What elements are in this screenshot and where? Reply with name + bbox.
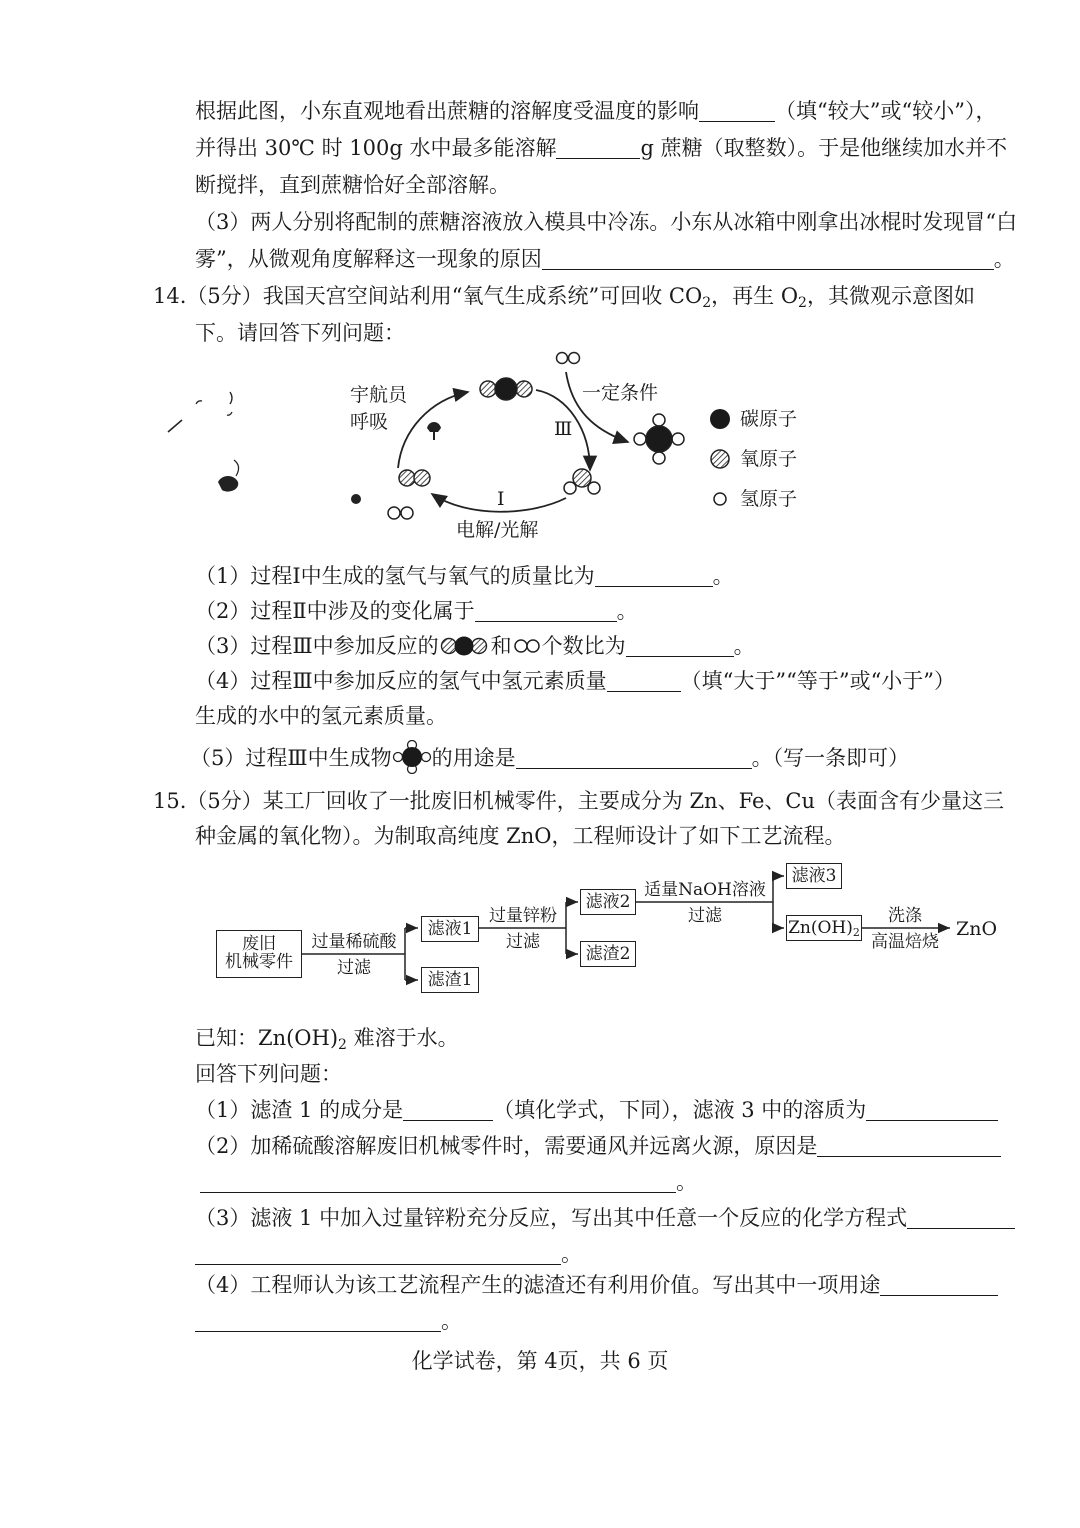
flow-filtrate1-box: 滤液1 bbox=[421, 916, 479, 942]
q15-number: 15. bbox=[153, 789, 187, 813]
legend-hydrogen: 氢原子 bbox=[740, 488, 798, 510]
q14-blank-2[interactable] bbox=[475, 599, 617, 622]
q15-blank-3[interactable] bbox=[817, 1134, 1001, 1157]
q14-part5: （5）过程Ⅲ中生成物 的用途是 。（写一条即可） bbox=[190, 740, 909, 774]
q15-part4-line2: 。 bbox=[195, 1306, 462, 1336]
q15-part2: （2）加稀硫酸溶解废旧机械零件时，需要通风并远离火源，原因是 bbox=[195, 1131, 1001, 1161]
q14-part1: （1）过程Ⅰ中生成的氢气与氧气的质量比为 。 bbox=[195, 564, 734, 588]
flow-step1-top: 过量稀硫酸 bbox=[311, 932, 397, 952]
q15-blank-8[interactable] bbox=[195, 1309, 441, 1332]
q15-blank-6[interactable] bbox=[195, 1242, 561, 1265]
q14-part4-line2: 生成的水中的氢元素质量。 bbox=[195, 704, 447, 728]
q13-part3-line2: 雾”，从微观角度解释这一现象的原因 。 bbox=[195, 247, 1015, 271]
label-breathe: 呼吸 bbox=[350, 411, 389, 433]
legend-hydrogen-marker bbox=[714, 493, 726, 505]
q14-blank-4[interactable] bbox=[607, 669, 681, 692]
q13-blank-3[interactable] bbox=[542, 247, 994, 270]
ch4-molecule bbox=[634, 414, 684, 464]
arrow-breathe bbox=[398, 392, 468, 468]
q14-blank-3[interactable] bbox=[626, 634, 734, 657]
scan-specks bbox=[168, 392, 441, 504]
q15-known: 已知：$Zn(OH)_2$ 难溶于水。 bbox=[195, 1026, 459, 1053]
q14-blank-5[interactable] bbox=[516, 746, 752, 769]
q13-line2: 并得出 30℃ 时 100g 水中最多能溶解 g 蔗糖（取整数）。于是他继续加水并不 bbox=[195, 136, 1008, 160]
q15-blank-4[interactable] bbox=[200, 1170, 676, 1193]
q14-score: （5分） bbox=[186, 284, 263, 308]
co2-molecule-top bbox=[480, 378, 532, 400]
label-electrolysis: 电解/光解 bbox=[456, 519, 539, 541]
q14-part4: （4）过程Ⅲ中参加反应的氢气中氢元素质量 （填“大于”“等于”或“小于”） bbox=[195, 669, 956, 693]
flow-start-box: 废旧 机械零件 bbox=[216, 930, 302, 978]
h2-molecule-inline bbox=[512, 635, 542, 657]
flow-step3-top: 适量NaOH溶液 bbox=[644, 880, 766, 900]
q14-stem-line2: 下。请回答下列问题： bbox=[195, 321, 405, 345]
q14-part2: （2）过程Ⅱ中涉及的变化属于 。 bbox=[195, 599, 638, 623]
label-process1: Ⅰ bbox=[497, 488, 505, 510]
flow-step4-top: 洗涤 bbox=[888, 906, 922, 926]
q15-stem-line1: 15.（5分）某工厂回收了一批废旧机械零件，主要成分为 Zn、Fe、Cu（表面含有少量这三 bbox=[153, 789, 1005, 813]
flow-step3-bottom: 过滤 bbox=[688, 906, 722, 926]
legend-oxygen-marker bbox=[711, 450, 729, 468]
flow-znoh2-box: Zn(OH)2 bbox=[786, 915, 862, 941]
q13-line3: 断搅拌，直到蔗糖恰好全部溶解。 bbox=[195, 173, 510, 197]
q15-blank-7[interactable] bbox=[880, 1273, 998, 1296]
flow-filtrate3-box: 滤液3 bbox=[786, 863, 842, 889]
legend-carbon: 碳原子 bbox=[740, 408, 798, 430]
label-condition: 一定条件 bbox=[582, 382, 659, 404]
flow-step4-bottom: 高温焙烧 bbox=[871, 932, 939, 952]
h2-molecule-top bbox=[557, 353, 580, 364]
q15-part3-line2: 。 bbox=[195, 1239, 582, 1269]
q13-part3-line1: （3）两人分别将配制的蔗糖溶液放入模具中冷冻。小东从冰箱中刚拿出冰棍时发现冒“白 bbox=[195, 210, 1018, 234]
flow-step1-bottom: 过滤 bbox=[337, 958, 371, 978]
q15-stem-line2: 种金属的氧化物）。为制取高纯度 ZnO，工程师设计了如下工艺流程。 bbox=[195, 824, 846, 848]
flow-step2-top: 过量锌粉 bbox=[489, 906, 557, 926]
q14-part3: （3）过程Ⅲ中参加反应的 和 个数比为 。 bbox=[195, 634, 755, 658]
flow-step2-bottom: 过滤 bbox=[506, 932, 540, 952]
label-astronaut: 宇航员 bbox=[350, 384, 408, 406]
q13-blank-2[interactable] bbox=[556, 136, 640, 159]
q15-blank-2[interactable] bbox=[866, 1098, 998, 1121]
q14-number: 14. bbox=[153, 284, 187, 308]
flow-residue2-box: 滤渣2 bbox=[580, 941, 636, 967]
flow-product: ZnO bbox=[956, 918, 998, 940]
ch4-molecule-inline bbox=[392, 740, 432, 774]
page-footer: 化学试卷，第 4页，共 6 页 bbox=[411, 1349, 669, 1373]
label-process3: Ⅲ bbox=[554, 418, 573, 440]
o2-molecule bbox=[399, 470, 430, 486]
legend-carbon-marker bbox=[710, 409, 730, 429]
co2-molecule-inline bbox=[439, 635, 491, 657]
q15-blank-1[interactable] bbox=[403, 1098, 493, 1121]
flow-residue1-box: 滤渣1 bbox=[421, 967, 479, 993]
q15-part4: （4）工程师认为该工艺流程产生的滤渣还有利用价值。写出其中一项用途 bbox=[195, 1270, 998, 1300]
h2o-molecule bbox=[564, 469, 600, 494]
q15-blank-5[interactable] bbox=[907, 1206, 1015, 1229]
q14-stem-line1: 14.（5分）我国天宫空间站利用“氧气生成系统”可回收 $CO_2$，再生 $O_2$，其微观示意图如 bbox=[153, 284, 975, 311]
flow-filtrate2-box: 滤液2 bbox=[580, 889, 636, 915]
q13-blank-1[interactable] bbox=[699, 99, 775, 122]
q15-answer-prompt: 回答下列问题： bbox=[195, 1062, 342, 1086]
q14-blank-1[interactable] bbox=[595, 564, 713, 587]
q15-part2-line2: 。 bbox=[200, 1167, 697, 1197]
q15-part1: （1）滤渣 1 的成分是 （填化学式，下同），滤液 3 中的溶质为 bbox=[195, 1095, 998, 1125]
q15-score: （5分） bbox=[186, 789, 263, 813]
q13-line1: 根据此图，小东直观地看出蔗糖的溶解度受温度的影响 （填“较大”或“较小”）， bbox=[195, 99, 997, 123]
q15-part3: （3）滤液 1 中加入过量锌粉充分反应，写出其中任意一个反应的化学方程式 bbox=[195, 1203, 1015, 1233]
legend-oxygen: 氧原子 bbox=[740, 448, 798, 470]
h2-molecule-bottom bbox=[388, 507, 413, 519]
